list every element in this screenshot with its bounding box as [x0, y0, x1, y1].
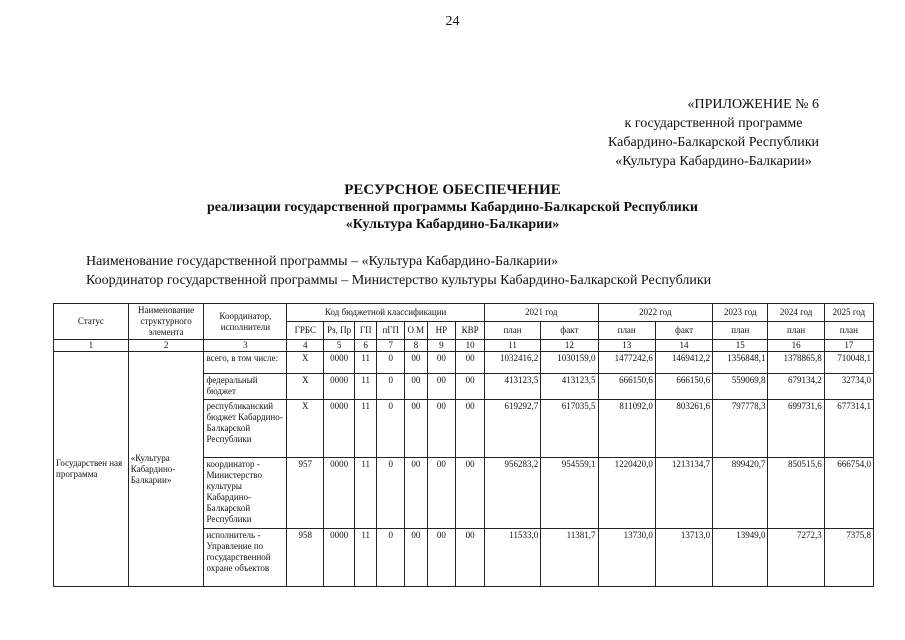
executor-cell: республиканский бюджет Кабардино-Балкарской Республики [204, 400, 287, 458]
rzpr-cell: 0000 [324, 529, 355, 587]
pgp-cell: 0 [377, 352, 405, 374]
program-coordinator: Координатор государственной программы – Министерство культуры Кабардино-Балкарской Республики [86, 273, 712, 288]
column-number: 3 [204, 340, 287, 352]
om-cell: 00 [405, 529, 428, 587]
np-cell: 00 [427, 529, 456, 587]
heading-title: РЕСУРСНОЕ ОБЕСПЕЧЕНИЕ [344, 182, 561, 198]
appendix-line: к государственной программе [624, 116, 803, 131]
om-cell: 00 [405, 352, 428, 374]
plan-2022-cell: 1477242,6 [598, 352, 655, 374]
plan-2023-cell: 797778,3 [713, 400, 768, 458]
fact-2022-cell: 666150,6 [655, 374, 712, 400]
grbs-cell: 957 [287, 458, 324, 529]
header-2024: 2024 год [768, 304, 824, 322]
column-number: 17 [824, 340, 873, 352]
plan-2021-cell: 956283,2 [484, 458, 540, 529]
element-cell: «Культура Кабардино-Балкарии» [128, 352, 204, 587]
fact-2021-cell: 413123,5 [541, 374, 598, 400]
np-cell: 00 [427, 458, 456, 529]
column-number: 5 [324, 340, 355, 352]
header-kvr: КВР [456, 322, 485, 340]
column-number: 15 [713, 340, 768, 352]
executor-cell: координатор - Министерство культуры Кабардино-Балкарской Республики [204, 458, 287, 529]
column-number: 2 [128, 340, 204, 352]
plan-2023-cell: 13949,0 [713, 529, 768, 587]
header-2025: 2025 год [824, 304, 873, 322]
document-heading [0, 182, 905, 233]
plan-2021-cell: 619292,7 [484, 400, 540, 458]
np-cell: 00 [427, 374, 456, 400]
header-plan-2025: план [824, 322, 873, 340]
np-cell: 00 [427, 400, 456, 458]
header-status: Статус [54, 304, 129, 340]
gp-cell: 11 [354, 374, 377, 400]
plan-2025-cell: 7375,8 [824, 529, 873, 587]
header-np: НР [427, 322, 456, 340]
grbs-cell: Х [287, 374, 324, 400]
plan-2025-cell: 710048,1 [824, 352, 873, 374]
plan-2022-cell: 666150,6 [598, 374, 655, 400]
header-gp: ГП [354, 322, 377, 340]
header-2022: 2022 год [598, 304, 713, 322]
plan-2024-cell: 1378865,8 [768, 352, 824, 374]
pgp-cell: 0 [377, 458, 405, 529]
plan-2024-cell: 699731,6 [768, 400, 824, 458]
grbs-cell: 958 [287, 529, 324, 587]
heading-subtitle: реализации государственной программы Кабардино-Балкарской Республики [207, 200, 698, 215]
header-2021: 2021 год [484, 304, 598, 322]
fact-2021-cell: 11381,7 [541, 529, 598, 587]
rzpr-cell: 0000 [324, 374, 355, 400]
executor-cell: федеральный бюджет [204, 374, 287, 400]
column-number: 4 [287, 340, 324, 352]
program-info [86, 252, 711, 290]
gp-cell: 11 [354, 458, 377, 529]
column-number: 11 [484, 340, 540, 352]
plan-2021-cell: 413123,5 [484, 374, 540, 400]
plan-2024-cell: 850515,6 [768, 458, 824, 529]
header-coordinator: Координатор, исполнители [204, 304, 287, 340]
appendix-title: «ПРИЛОЖЕНИЕ № 6 [687, 97, 819, 112]
grbs-cell: Х [287, 400, 324, 458]
rzpr-cell: 0000 [324, 458, 355, 529]
fact-2021-cell: 1030159,0 [541, 352, 598, 374]
column-number: 7 [377, 340, 405, 352]
rzpr-cell: 0000 [324, 400, 355, 458]
kvr-cell: 00 [456, 458, 485, 529]
fact-2021-cell: 954559,1 [541, 458, 598, 529]
rzpr-cell: 0000 [324, 352, 355, 374]
column-number: 13 [598, 340, 655, 352]
plan-2023-cell: 1356848,1 [713, 352, 768, 374]
plan-2024-cell: 7272,3 [768, 529, 824, 587]
column-number: 6 [354, 340, 377, 352]
header-fact-2021: факт [541, 322, 598, 340]
pgp-cell: 0 [377, 529, 405, 587]
appendix-line: «Культура Кабардино-Балкарии» [615, 154, 812, 169]
column-number: 16 [768, 340, 824, 352]
column-number: 12 [541, 340, 598, 352]
header-om: О М [405, 322, 428, 340]
header-pgp: пГП [377, 322, 405, 340]
column-number: 8 [405, 340, 428, 352]
fact-2022-cell: 1469412,2 [655, 352, 712, 374]
kvr-cell: 00 [456, 352, 485, 374]
appendix-block [608, 95, 819, 171]
header-plan-2022: план [598, 322, 655, 340]
gp-cell: 11 [354, 400, 377, 458]
column-number: 1 [54, 340, 129, 352]
header-budget-code: Код бюджетной классификации [287, 304, 485, 322]
plan-2021-cell: 11533,0 [484, 529, 540, 587]
fact-2022-cell: 13713,0 [655, 529, 712, 587]
header-rzpr: Рз, Пр [324, 322, 355, 340]
kvr-cell: 00 [456, 374, 485, 400]
column-number: 14 [655, 340, 712, 352]
fact-2022-cell: 1213134,7 [655, 458, 712, 529]
header-row [54, 304, 874, 322]
executor-cell: исполнитель - Управление по государственной охране объектов [204, 529, 287, 587]
header-plan-2023: план [713, 322, 768, 340]
np-cell: 00 [427, 352, 456, 374]
column-number: 9 [427, 340, 456, 352]
header-element: Наименование структурного элемента [128, 304, 204, 340]
column-number: 10 [456, 340, 485, 352]
table-row [54, 352, 874, 374]
om-cell: 00 [405, 458, 428, 529]
plan-2025-cell: 666754,0 [824, 458, 873, 529]
header-2023: 2023 год [713, 304, 768, 322]
plan-2023-cell: 899420,7 [713, 458, 768, 529]
gp-cell: 11 [354, 529, 377, 587]
plan-2022-cell: 1220420,0 [598, 458, 655, 529]
header-fact-2022: факт [655, 322, 712, 340]
plan-2025-cell: 32734,0 [824, 374, 873, 400]
page-number: 24 [445, 14, 460, 29]
header-plan-2024: план [768, 322, 824, 340]
header-grbs: ГРБС [287, 322, 324, 340]
appendix-line: Кабардино-Балкарской Республики [608, 135, 819, 150]
column-number-row [54, 340, 874, 352]
program-name: Наименование государственной программы – «Культура Кабардино-Балкарии» [86, 254, 559, 269]
pgp-cell: 0 [377, 400, 405, 458]
om-cell: 00 [405, 374, 428, 400]
grbs-cell: Х [287, 352, 324, 374]
kvr-cell: 00 [456, 529, 485, 587]
fact-2022-cell: 803261,6 [655, 400, 712, 458]
plan-2023-cell: 559069,8 [713, 374, 768, 400]
om-cell: 00 [405, 400, 428, 458]
pgp-cell: 0 [377, 374, 405, 400]
plan-2024-cell: 679134,2 [768, 374, 824, 400]
heading-program: «Культура Кабардино-Балкарии» [345, 217, 560, 232]
plan-2021-cell: 1032416,2 [484, 352, 540, 374]
executor-cell: всего, в том числе: [204, 352, 287, 374]
kvr-cell: 00 [456, 400, 485, 458]
status-cell: Государствен ная программа [54, 352, 129, 587]
fact-2021-cell: 617035,5 [541, 400, 598, 458]
plan-2025-cell: 677314,1 [824, 400, 873, 458]
resource-table [53, 303, 874, 587]
gp-cell: 11 [354, 352, 377, 374]
header-plan-2021: план [484, 322, 540, 340]
plan-2022-cell: 811092,0 [598, 400, 655, 458]
plan-2022-cell: 13730,0 [598, 529, 655, 587]
